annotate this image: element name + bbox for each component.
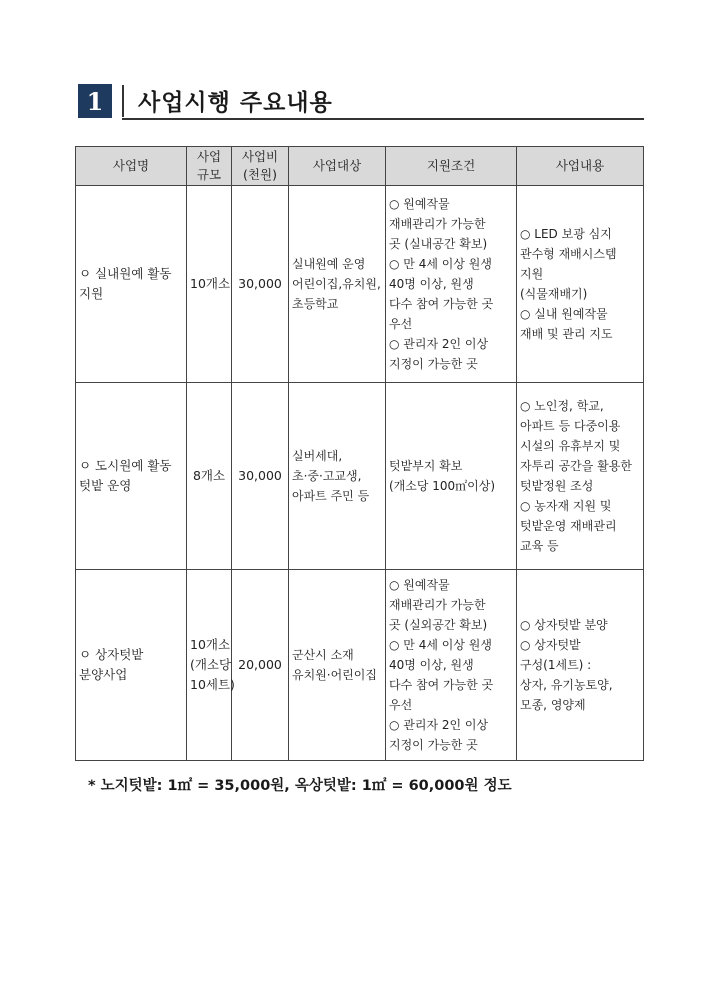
cell-line: 곳 (실외공간 확보): [389, 618, 488, 632]
header-cost-line: (천원): [243, 167, 277, 182]
cell-line: ㅇ 도시원예 활동: [79, 458, 172, 473]
cell-line: 지원: [79, 286, 104, 301]
cell-line: 10세트): [190, 677, 235, 692]
footnote: * 노지텃밭: 1㎡ = 35,000원, 옥상텃밭: 1㎡ = 60,000원 정도: [88, 778, 512, 794]
cell-line: 8개소: [192, 468, 226, 483]
cell-line: 실내원예 운영: [292, 257, 366, 271]
cell-name: [76, 186, 187, 383]
cell-target: [289, 570, 386, 761]
cell-cost: 30,000: [232, 383, 289, 570]
cell-line: 분양사업: [79, 667, 128, 682]
cell-line: ○ 만 4세 이상 원생: [389, 257, 492, 271]
cell-line: 어린이집,유치원,: [292, 277, 381, 291]
cell-line: 모종, 영양제: [520, 698, 586, 712]
section-number: 1: [78, 84, 112, 118]
cell-name: [76, 570, 187, 761]
cell-line: ○ LED 보광 심지: [520, 227, 612, 241]
cell-line: ㅇ 실내원예 활동: [79, 266, 172, 281]
cell-line: 10개소: [190, 637, 231, 652]
cell-line: 구성(1세트) :: [520, 658, 592, 672]
cell-line: 재배관리가 가능한: [389, 598, 486, 612]
cell-line: 초·중·고교생,: [292, 469, 362, 483]
cell-conditions: [386, 570, 517, 761]
cell-line: (식물재배기): [520, 287, 588, 301]
cell-line: 교육 등: [520, 539, 559, 553]
cell-line: 지원: [520, 267, 544, 281]
cell-line: 40명 이상, 원생: [389, 658, 474, 672]
cell-line: 관수형 재배시스템: [520, 247, 617, 261]
header-scale-line: 규모: [196, 167, 222, 182]
heading-underline: [122, 118, 644, 120]
cell-cost: 30,000: [232, 186, 289, 383]
table-row: [76, 186, 644, 383]
cell-line: ○ 만 4세 이상 원생: [389, 638, 492, 652]
cell-content: [517, 186, 644, 383]
cell-line: ○ 실내 원예작물: [520, 307, 608, 321]
cell-content: [517, 383, 644, 570]
section-title: 사업시행 주요내용: [138, 90, 333, 116]
section-heading: [78, 82, 644, 122]
cell-line: 우선: [389, 698, 413, 712]
cell-target: [289, 383, 386, 570]
cell-line: ○ 상자텃밭 분양: [520, 618, 608, 632]
heading-divider: [122, 85, 124, 117]
header-name: 사업명: [76, 147, 187, 186]
cell-line: 다수 참여 가능한 곳: [389, 297, 494, 311]
header-target: 사업대상: [289, 147, 386, 186]
cell-content: [517, 570, 644, 761]
cell-target: [289, 186, 386, 383]
cell-conditions: [386, 383, 517, 570]
cell-conditions: [386, 186, 517, 383]
cell-line: 텃밭정원 조성: [520, 479, 594, 493]
cell-line: (개소당: [190, 657, 232, 672]
cell-line: 유치원·어린이집: [292, 668, 377, 682]
cell-line: ○ 원예작물: [389, 578, 450, 592]
cell-line: ○ 원예작물: [389, 197, 450, 211]
header-content: 사업내용: [517, 147, 644, 186]
table-row: [76, 570, 644, 761]
cell-line: 우선: [389, 317, 413, 331]
cell-line: 지정이 가능한 곳: [389, 738, 478, 752]
cell-line: 시설의 유휴부지 및: [520, 439, 621, 453]
cell-line: 아파트 등 다중이용: [520, 419, 621, 433]
header-conditions: 지원조건: [386, 147, 517, 186]
cell-line: (개소당 100㎡이상): [389, 479, 496, 493]
header-scale-line: 사업: [196, 149, 222, 164]
cell-line: 실버세대,: [292, 449, 343, 463]
cell-line: ○ 관리자 2인 이상: [389, 337, 489, 351]
cell-line: 상자, 유기농토양,: [520, 678, 613, 692]
cell-line: 아파트 주민 등: [292, 489, 370, 503]
cell-line: 곳 (실내공간 확보): [389, 237, 488, 251]
cell-line: ○ 상자텃밭: [520, 638, 581, 652]
cell-cost: 20,000: [232, 570, 289, 761]
cell-line: 재배관리가 가능한: [389, 217, 486, 231]
cell-line: 텃밭운영 재배관리: [520, 519, 617, 533]
cell-name: [76, 383, 187, 570]
cell-line: 자투리 공간을 활용한: [520, 459, 632, 473]
cell-line: 10개소: [190, 276, 231, 291]
cell-line: 40명 이상, 원생: [389, 277, 474, 291]
project-table: [75, 146, 644, 761]
header-cost: [232, 147, 289, 186]
cell-line: 다수 참여 가능한 곳: [389, 678, 494, 692]
cell-line: 재배 및 관리 지도: [520, 327, 613, 341]
cell-line: 군산시 소재: [292, 648, 354, 662]
table-header-row: [76, 147, 644, 186]
table-row: [76, 383, 644, 570]
cell-line: 텃밭 운영: [79, 478, 132, 493]
cell-line: 텃밭부지 확보: [389, 459, 463, 473]
header-scale: [187, 147, 232, 186]
cell-line: ㅇ 상자텃밭: [79, 647, 144, 662]
cell-line: 초등학교: [292, 297, 339, 311]
cell-line: ○ 관리자 2인 이상: [389, 718, 489, 732]
cell-line: ○ 노인정, 학교,: [520, 399, 604, 413]
header-cost-line: 사업비: [241, 149, 279, 164]
cell-line: 지정이 가능한 곳: [389, 357, 478, 371]
cell-line: ○ 농자재 지원 및: [520, 499, 612, 513]
cell-scale: [187, 186, 232, 383]
cell-scale: [187, 570, 235, 761]
cell-scale: [187, 383, 232, 570]
